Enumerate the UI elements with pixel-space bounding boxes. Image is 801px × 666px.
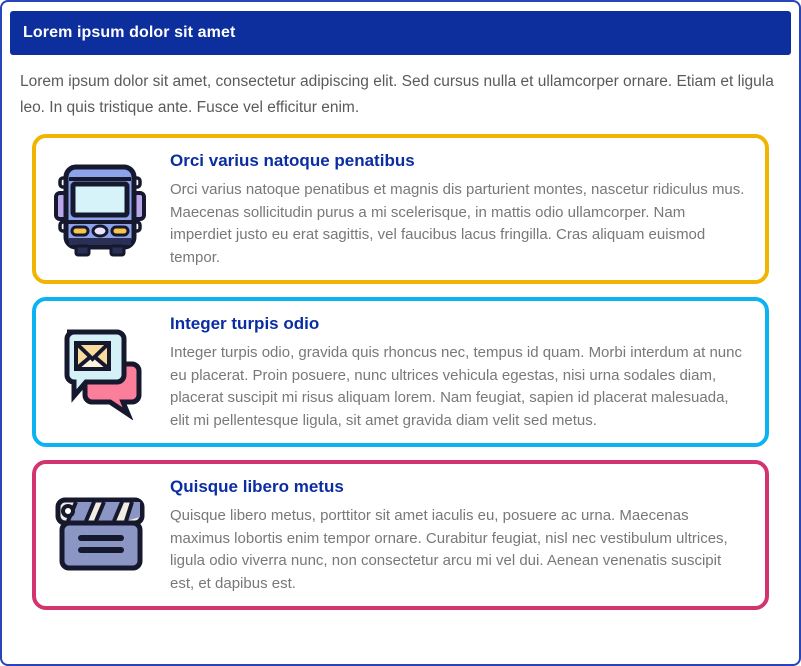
card-list — [32, 134, 769, 610]
chat-envelope-icon — [52, 324, 148, 420]
card-title: Integer turpis odio — [170, 314, 320, 333]
card-content — [170, 475, 749, 595]
card-body-text: Integer turpis odio, gravida quis rhoncus nec, tempus id quam. Morbi interdum at nunc eu placerat. Proin posuere, nunc ultrices vehicula egestas, nisi urna sodales diam, placerat suscipit mi risus aliquam lorem. Nam feugiat, sapien id placerat malesuada, elit mi pellentesque ligula, sit amet gravida diam velit sed metus. — [170, 344, 742, 429]
page-title: Lorem ipsum dolor sit amet — [23, 24, 236, 41]
card-title: Orci varius natoque penatibus — [170, 151, 415, 170]
header-bar — [10, 11, 791, 55]
card-body-text: Quisque libero metus, porttitor sit amet iaculis eu, posuere ac urna. Maecenas maximus lobortis enim tempor ornare. Curabitur feugiat, nisl nec vestibulum ultrices, ligula odio viverra nunc, non consectetur arcu mi vel dui. Aenean venenatis suscipit est, et dapibus est. — [170, 507, 728, 592]
card-content — [170, 312, 749, 432]
card-content — [170, 149, 749, 269]
card-integer-turpis — [32, 297, 769, 447]
intro-text: Lorem ipsum dolor sit amet, consectetur adipiscing elit. Sed cursus nulla et ullamcorper ornare. Etiam et ligula leo. In quis tristique ante. Fusce vel efficitur enim. — [20, 73, 774, 116]
card-title: Quisque libero metus — [170, 477, 344, 496]
card-body-text: Orci varius natoque penatibus et magnis dis parturient montes, nascetur ridiculus mus. Maecenas sollicitudin purus a mi scelerisque, in mattis odio ullamcorper. Nam imperdiet justo eu erat sagittis, vel faucibus lacus fringilla. Cras aliquam euismod tempor. — [170, 181, 745, 266]
clapperboard-icon — [52, 487, 148, 583]
card-quisque-libero — [32, 460, 769, 610]
card-orci-varius — [32, 134, 769, 284]
bus-icon — [52, 161, 148, 257]
